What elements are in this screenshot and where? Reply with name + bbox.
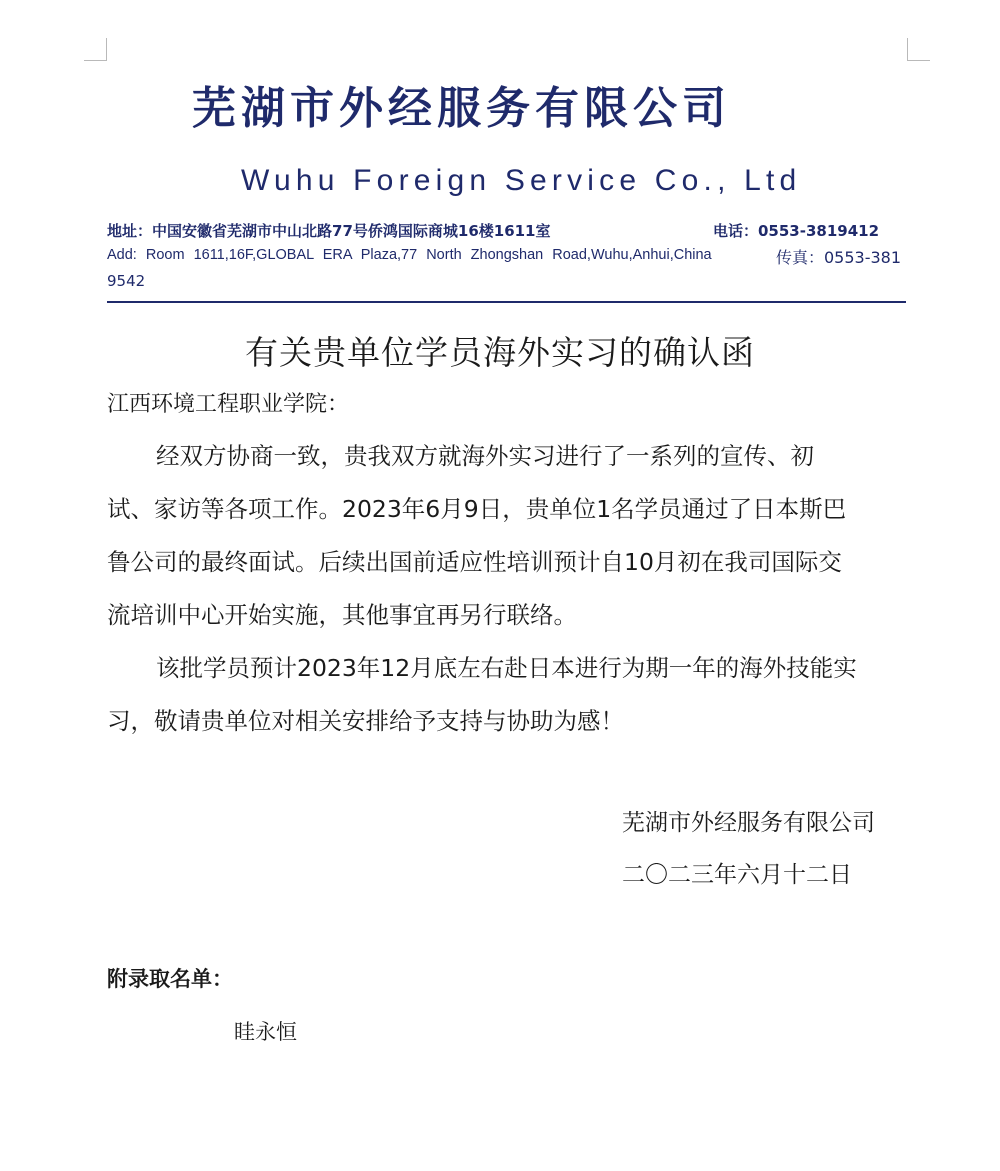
letterhead-phone: 电话：0553-3819412 — [713, 222, 880, 240]
appendix-label: 附录取名单： — [107, 967, 233, 991]
letterhead-company-name-en: Wuhu Foreign Service Co., Ltd — [241, 164, 802, 197]
crop-mark-top-left — [84, 38, 107, 61]
letterhead-address-cn: 地址：中国安徽省芜湖市中山北路77号侨鸿国际商城16楼1611室 — [107, 222, 551, 240]
appendix-student-name: 眭永恒 — [234, 1020, 297, 1044]
signature-date: 二〇二三年六月十二日 — [622, 862, 852, 888]
paragraph-line: 鲁公司的最终面试。后续出国前适应性培训预计自10月初在我司国际交 — [107, 548, 842, 576]
letterhead-company-name-cn: 芜湖市外经服务有限公司 — [192, 83, 731, 134]
letterhead-address-en: Add: Room 1611,16F,GLOBAL ERA Plaza,77 North Zhongshan Road,Wuhu,Anhui,China — [107, 247, 712, 263]
letter-title: 有关贵单位学员海外实习的确认函 — [245, 333, 755, 372]
paragraph-line: 该批学员预计2023年12月底左右赴日本进行为期一年的海外技能实 — [156, 654, 857, 682]
paragraph-line: 习，敬请贵单位对相关安排给予支持与协助为感！ — [107, 707, 624, 735]
letter-salutation: 江西环境工程职业学院： — [107, 392, 350, 417]
paragraph-line: 试、家访等各项工作。2023年6月9日，贵单位1名学员通过了日本斯巴 — [107, 495, 847, 523]
paragraph-line: 经双方协商一致，贵我双方就海外实习进行了一系列的宣传、初 — [156, 442, 814, 470]
signature-company: 芜湖市外经服务有限公司 — [622, 810, 875, 836]
letterhead-fax: 传真：0553-381 — [776, 248, 902, 267]
letterhead-fax-continued: 9542 — [107, 272, 146, 290]
paragraph-line: 流培训中心开始实施，其他事宜再另行联络。 — [107, 601, 577, 629]
letterhead-divider — [107, 301, 906, 303]
crop-mark-top-right — [907, 38, 930, 61]
